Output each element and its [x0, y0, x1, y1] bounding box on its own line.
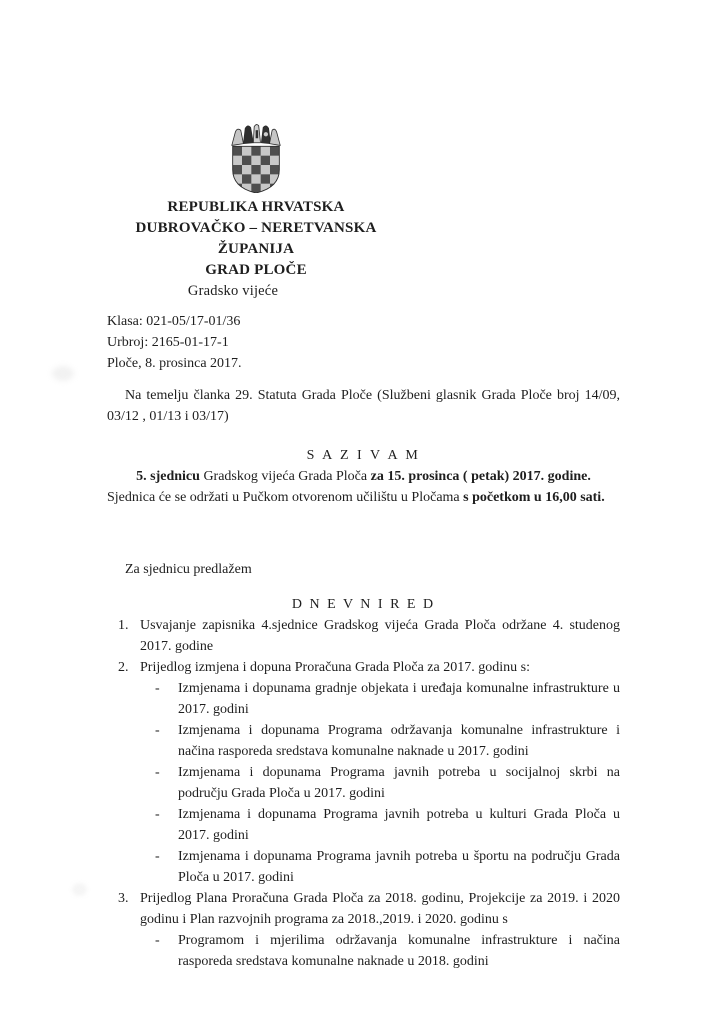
legal-basis-paragraph: Na temelju članka 29. Statuta Grada Ploče (Službeni glasnik Grada Ploče broj 14/09, 03/12 , 01/13 i 03/17)	[107, 388, 620, 424]
agenda-subitem-text: Izmjenama i dopunama Programa javnih potreba u športu na području Grada Ploča u 2017. godini	[178, 849, 620, 885]
dash-marker: -	[155, 723, 160, 738]
header-country: REPUBLIKA HRVATSKA	[167, 199, 345, 215]
agenda-subitem-text: Izmjenama i dopunama Programa javnih potreba u socijalnoj skrbi na području Grada Ploča u 2017. godini	[178, 765, 620, 801]
session-body: Gradskog vijeća Grada Ploča	[199, 469, 371, 484]
agenda-item-text: Prijedlog Plana Proračuna Grada Ploča za 2018. godinu, Projekcije za 2019. i 2020 godinu i Plan razvojnih programa za 2018.,2019. i 2020. godinu s	[140, 891, 620, 927]
agenda-subitem	[140, 678, 620, 720]
agenda-subitem	[140, 846, 620, 888]
proposal-intro: Za sjednicu predlažem	[125, 562, 252, 577]
agenda-item-number: 1.	[118, 618, 129, 633]
place-date-line: Ploče, 8. prosinca 2017.	[107, 356, 242, 371]
agenda-item-number: 2.	[118, 660, 129, 675]
venue-text: Sjednica će se održati u Pučkom otvorenom učilištu u Pločama	[107, 490, 464, 505]
document-meta	[107, 311, 620, 374]
session-line	[107, 466, 620, 487]
agenda-item-number: 3.	[118, 891, 129, 906]
convocation-title: S A Z I V A M	[306, 448, 421, 463]
agenda-item-2	[107, 657, 620, 888]
dash-marker: -	[155, 765, 160, 780]
dash-marker: -	[155, 807, 160, 822]
dash-marker: -	[155, 681, 160, 696]
agenda-subitem	[140, 762, 620, 804]
dash-marker: -	[155, 849, 160, 864]
urbroj-line: Urbroj: 2165-01-17-1	[107, 335, 229, 350]
document-header	[100, 123, 412, 302]
dash-marker: -	[155, 933, 160, 948]
agenda-subitem	[140, 930, 620, 972]
agenda-subitem-text: Izmjenama i dopunama Programa održavanja komunalne infrastrukture i načina rasporeda sredstava komunalne naknade u 2017. godini	[178, 723, 620, 759]
agenda-item-text: Usvajanje zapisnika 4.sjednice Gradskog vijeća Grada Ploča održane 4. studenog 2017. godine	[140, 618, 620, 654]
agenda-list	[107, 615, 620, 972]
agenda-subitem	[140, 720, 620, 762]
header-body-name: Gradsko vijeće	[187, 283, 279, 299]
klasa-line: Klasa: 021-05/17-01/36	[107, 314, 241, 329]
agenda-item-text: Prijedlog izmjena i dopuna Proračuna Grada Ploča za 2017. godinu s:	[140, 660, 530, 675]
agenda-subitem-text: Programom i mjerilima održavanja komunalne infrastrukture i načina rasporeda sredstava komunalne naknade u 2018. godini	[178, 933, 620, 969]
header-city: GRAD PLOČE	[205, 262, 307, 278]
document-body	[0, 311, 724, 972]
session-number: 5. sjednicu	[136, 469, 200, 484]
agenda-title: D N E V N I R E D	[291, 597, 436, 612]
agenda-subitem-text: Izmjenama i dopunama Programa javnih potreba u kulturi Grada Ploča u 2017. godini	[178, 807, 620, 843]
croatian-coat-of-arms-icon	[100, 123, 412, 195]
header-county: DUBROVAČKO – NERETVANSKA ŽUPANIJA	[135, 220, 377, 257]
agenda-item-3	[107, 888, 620, 972]
venue-line	[107, 487, 620, 508]
agenda-subitem	[140, 804, 620, 846]
agenda-subitem-text: Izmjenama i dopunama gradnje objekata i uređaja komunalne infrastrukture u 2017. godini	[178, 681, 620, 717]
session-date: za 15. prosinca ( petak) 2017. godine.	[370, 469, 591, 484]
agenda-item-1	[107, 615, 620, 657]
start-time: s početkom u 16,00 sati.	[463, 490, 605, 505]
